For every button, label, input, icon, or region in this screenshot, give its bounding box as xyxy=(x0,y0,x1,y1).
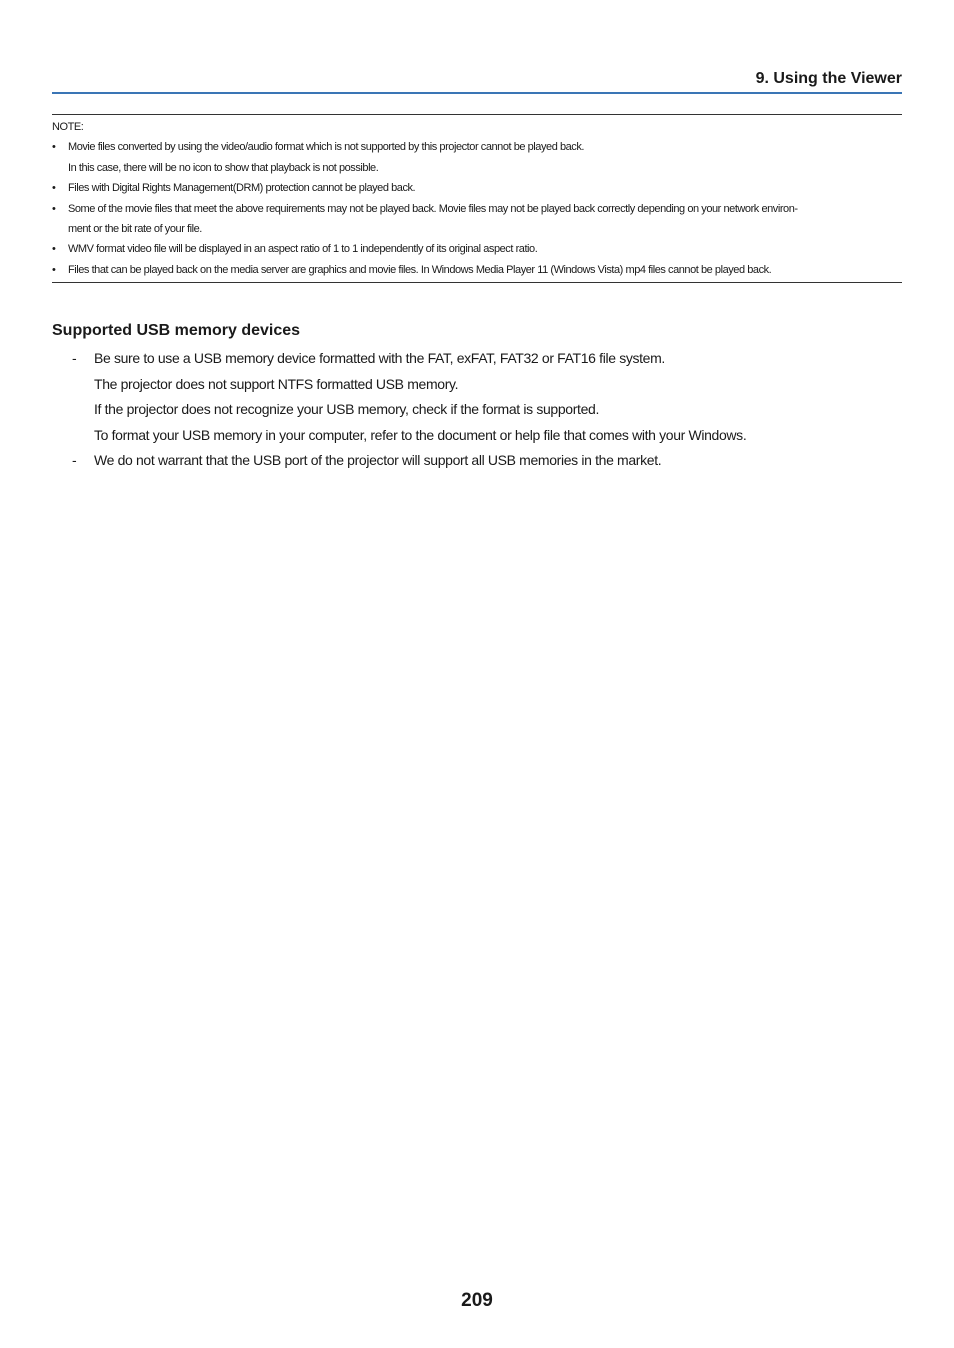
page-number: 209 xyxy=(461,1290,493,1311)
note-line: Some of the movie files that meet the above requirements may not be played back. Movie files may not be played back correctly depending on your network environ- xyxy=(68,202,798,215)
usb-line: To format your USB memory in your computer, refer to the document or help file that comes with your Windows. xyxy=(94,426,747,443)
dash-icon: - xyxy=(72,350,77,366)
usb-item xyxy=(52,346,902,448)
usb-line: If the projector does not recognize your USB memory, check if the format is supported. xyxy=(94,401,599,418)
note-line: ment or the bit rate of your file. xyxy=(68,223,202,236)
bullet-icon: • xyxy=(52,141,56,154)
bullet-icon: • xyxy=(52,263,56,276)
note-item xyxy=(52,199,902,240)
note-line: Files with Digital Rights Management(DRM) protection cannot be played back. xyxy=(68,182,416,195)
header-rule xyxy=(52,92,902,94)
note-label: NOTE: xyxy=(52,121,84,133)
usb-line: Be sure to use a USB memory device formatted with the FAT, exFAT, FAT32 or FAT16 file system. xyxy=(94,350,665,366)
bullet-icon: • xyxy=(52,182,56,195)
note-line: WMV format video file will be displayed in an aspect ratio of 1 to 1 independently of its original aspect ratio. xyxy=(68,243,538,256)
note-item xyxy=(52,178,902,198)
note-item xyxy=(52,239,902,259)
usb-item xyxy=(52,448,902,474)
usb-line: We do not warrant that the USB port of the projector will support all USB memories in the market. xyxy=(94,452,662,469)
usb-list xyxy=(52,346,902,474)
section-title: Supported USB memory devices xyxy=(52,322,301,339)
note-block xyxy=(52,117,902,280)
note-bottom-rule xyxy=(52,282,902,283)
bullet-icon: • xyxy=(52,243,56,256)
usb-line: The projector does not support NTFS formatted USB memory. xyxy=(94,375,459,392)
chapter-title: 9. Using the Viewer xyxy=(755,70,902,87)
note-item xyxy=(52,260,902,280)
dash-icon: - xyxy=(72,452,77,469)
note-list xyxy=(52,137,902,280)
note-item xyxy=(52,137,902,178)
note-line: Movie files converted by using the video/audio format which is not supported by this projector cannot be played back. xyxy=(68,141,585,154)
bullet-icon: • xyxy=(52,202,56,215)
note-line: Files that can be played back on the media server are graphics and movie files. In Windows Media Player 11 (Windows Vista) mp4 files cannot be played back. xyxy=(68,263,772,276)
note-line: In this case, there will be no icon to show that playback is not possible. xyxy=(68,161,379,174)
note-top-rule xyxy=(52,114,902,115)
